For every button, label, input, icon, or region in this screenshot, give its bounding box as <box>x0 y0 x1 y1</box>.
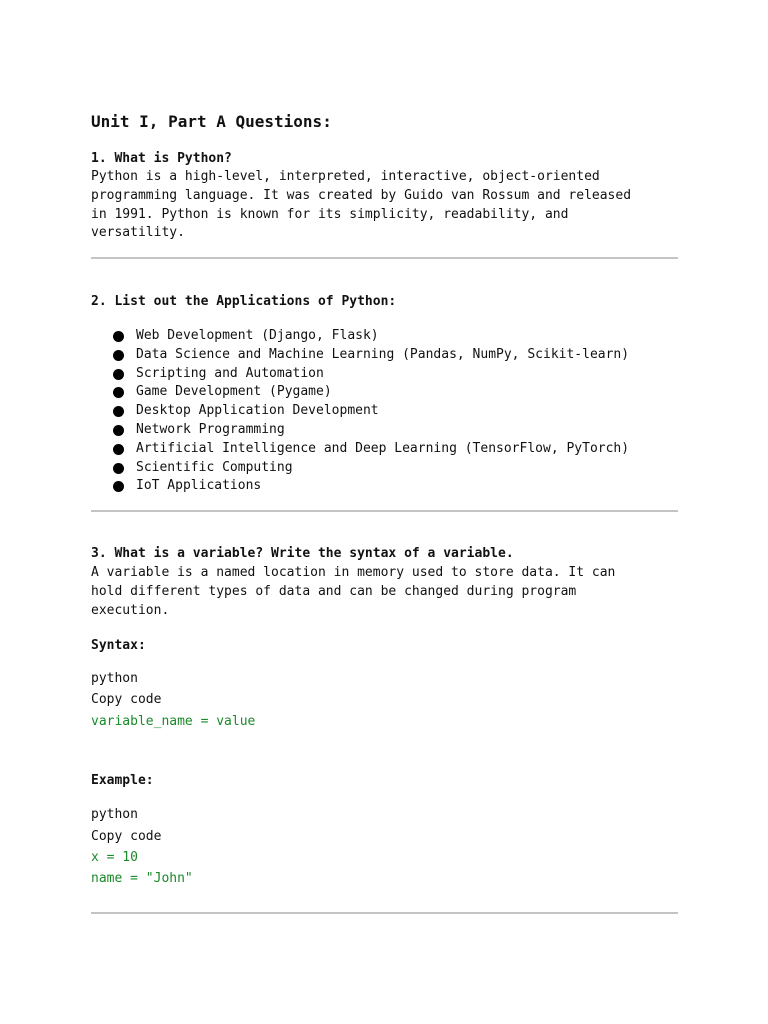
bullet-icon <box>113 369 124 380</box>
list-item <box>113 477 629 496</box>
example-label: Example: <box>91 773 154 788</box>
bullet-icon <box>113 406 124 417</box>
list-item-text: Artificial Intelligence and Deep Learning (TensorFlow, PyTorch) <box>136 440 630 456</box>
answer-line: in 1991. Python is known for its simplicity, readability, and <box>91 206 569 222</box>
list-item-text: Scripting and Automation <box>136 365 324 381</box>
applications-list <box>113 327 629 496</box>
bullet-icon <box>113 350 124 361</box>
answer-line: execution. <box>91 602 170 618</box>
section-divider <box>91 510 678 512</box>
list-item-text: Web Development (Django, Flask) <box>136 328 379 343</box>
list-item <box>113 402 629 421</box>
answer-line: programming language. It was created by Guido van Rossum and released <box>91 187 632 203</box>
section-divider <box>91 912 678 914</box>
syntax-label: Syntax: <box>91 638 146 653</box>
code-language-label: python <box>91 807 138 822</box>
copy-code-button[interactable]: Copy code <box>91 829 162 844</box>
bullet-icon <box>113 387 124 398</box>
list-item <box>113 440 629 459</box>
example-code-line: name = "John" <box>91 871 193 886</box>
list-item-text: Desktop Application Development <box>136 403 379 419</box>
list-item-text: Data Science and Machine Learning (Pandas, NumPy, Scikit-learn) <box>136 346 630 362</box>
syntax-code: variable_name = value <box>91 714 256 729</box>
code-language-label: python <box>91 671 138 686</box>
question-2-heading: 2. List out the Applications of Python: <box>91 294 397 309</box>
list-item-text: Scientific Computing <box>136 459 293 475</box>
list-item-text: IoT Applications <box>136 478 262 494</box>
list-item <box>113 346 629 365</box>
list-item <box>113 383 629 402</box>
bullet-icon <box>113 425 124 436</box>
list-item-text: Network Programming <box>136 421 285 437</box>
page-title: Unit I, Part A Questions: <box>91 112 332 131</box>
answer-line: versatility. <box>91 225 185 241</box>
question-3-answer <box>91 564 681 620</box>
bullet-icon <box>113 481 124 492</box>
example-code-line: x = 10 <box>91 850 138 865</box>
list-item <box>113 421 629 440</box>
answer-line: Python is a high-level, interpreted, interactive, object-oriented <box>91 169 600 184</box>
bullet-icon <box>113 463 124 474</box>
copy-code-button[interactable]: Copy code <box>91 692 162 707</box>
question-3-heading: 3. What is a variable? Write the syntax of a variable. <box>91 546 514 561</box>
list-item <box>113 365 629 384</box>
list-item <box>113 327 629 346</box>
bullet-icon <box>113 331 124 342</box>
list-item <box>113 459 629 478</box>
bullet-icon <box>113 444 124 455</box>
question-1-answer <box>91 168 681 243</box>
question-1-heading: 1. What is Python? <box>91 151 232 166</box>
answer-line: A variable is a named location in memory used to store data. It can <box>91 565 616 580</box>
list-item-text: Game Development (Pygame) <box>136 384 332 400</box>
section-divider <box>91 257 678 259</box>
answer-line: hold different types of data and can be changed during program <box>91 583 577 599</box>
